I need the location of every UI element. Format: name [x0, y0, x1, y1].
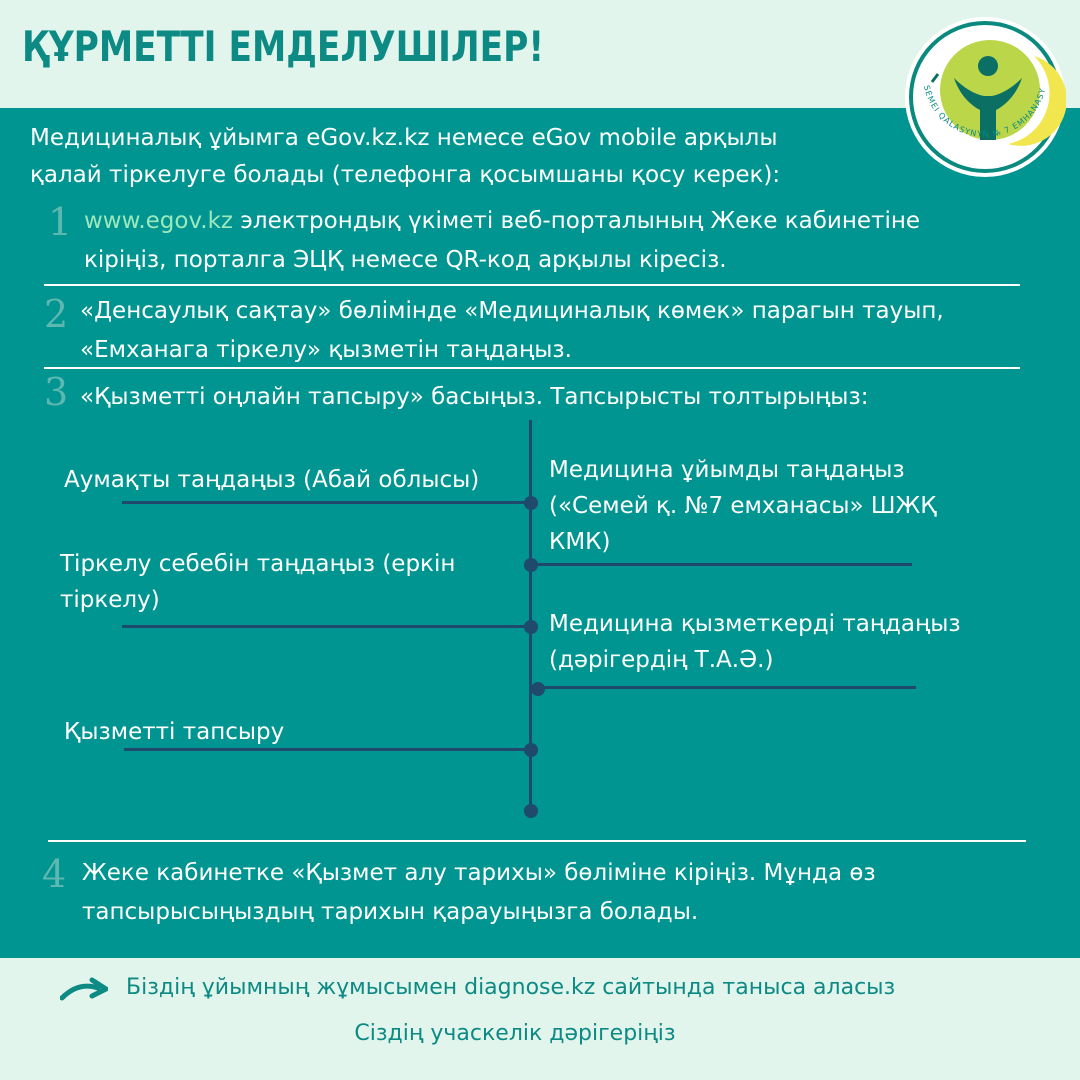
step-number-4: 4 — [42, 852, 67, 896]
timeline-left-2 — [60, 546, 520, 618]
intro-line-1: Медициналық ұйымга eGov.kz.kz немесе eGov mobile арқылы — [30, 125, 778, 151]
timeline-left-line-2 — [122, 625, 532, 628]
timeline-right-1-line-1: Медицина ұйымды таңдаңыз — [549, 457, 905, 483]
timeline-right-1-line-2: («Семей қ. №7 емханасы» ШЖҚ — [549, 493, 937, 519]
step-1 — [84, 202, 1044, 280]
timeline-right-1-line-3: КМК) — [549, 529, 611, 555]
step-1-text-b: кіріңіз, порталга ЭЦҚ немесе QR-код арқылы кіресіз. — [84, 247, 727, 273]
intro-line-2: қалай тіркелуге болады (телефонга қосымшаны қосу керек): — [30, 162, 781, 188]
step-4-text-a: Жеке кабинетке «Қызмет алу тарихы» бөліміне кіріңіз. Мұнда өз — [82, 860, 876, 886]
page-title: ҚҰРМЕТТІ ЕМДЕЛУШІЛЕР! — [22, 22, 545, 71]
timeline-dot-2 — [524, 558, 538, 572]
timeline-left-2-line-2: тіркелу) — [60, 587, 160, 613]
logo-circle-text: SEMEI QALASYNYŃ № 7 EMHANASY — [921, 84, 1048, 139]
step-number-1: 1 — [48, 200, 73, 244]
curved-arrow-icon — [60, 976, 108, 1002]
step-2-text-a: «Денсаулық сақтау» бөлімінде «Медициналық көмек» парагын тауып, — [80, 298, 944, 324]
timeline-left-3: Қызметті тапсыру — [64, 719, 285, 745]
step-number-2: 2 — [44, 292, 69, 336]
timeline-right-line-1 — [531, 563, 912, 566]
separator-1 — [44, 284, 1020, 286]
timeline-dot-1 — [524, 496, 538, 510]
step-2-text-b: «Емханага тіркелу» қызметін таңдаңыз. — [80, 337, 572, 363]
timeline-right-2-line-2: (дәрігердің Т.А.Ә.) — [549, 647, 774, 673]
step-1-text-a: электрондық үкіметі веб-порталының Жеке кабинетіне — [232, 208, 921, 234]
step-number-3: 3 — [44, 370, 69, 414]
separator-3 — [48, 840, 1026, 842]
timeline-right-1 — [549, 452, 1029, 560]
separator-2 — [44, 367, 1020, 369]
timeline-left-1: Аумақты таңдаңыз (Абай облысы) — [64, 467, 480, 493]
footer-line-1: Біздің ұйымның жұмысымен diagnose.kz сайтында таныса аласыз — [126, 975, 896, 1000]
intro-text — [30, 120, 930, 194]
timeline-left-line-3 — [124, 748, 532, 751]
timeline-right-2-line-1: Медицина қызметкерді таңдаңыз — [549, 611, 961, 637]
timeline-dot-end — [524, 804, 538, 818]
timeline-dot-4 — [531, 682, 545, 696]
egov-link[interactable]: www.egov.kz — [84, 208, 233, 234]
step-4-text-b: тапсырысыңыздың тарихын қарауыңызга болады. — [82, 899, 699, 925]
timeline-dot-3 — [524, 620, 538, 634]
timeline-left-2-line-1: Тіркелу себебін таңдаңыз (еркін — [60, 551, 456, 577]
step-3 — [80, 378, 1060, 417]
timeline-left-line-1 — [122, 501, 532, 504]
step-3-text-a: «Қызметті оңлайн тапсыру» басыңыз. Тапсырысты толтырыңыз: — [80, 384, 869, 410]
timeline-dot-5 — [524, 743, 538, 757]
step-2 — [80, 292, 1060, 370]
step-4 — [82, 854, 1062, 932]
timeline-right-2 — [549, 606, 1029, 678]
timeline-right-line-2 — [531, 686, 916, 689]
footer-line-2: Сіздің учаскелік дәрігеріңіз — [354, 1021, 676, 1046]
